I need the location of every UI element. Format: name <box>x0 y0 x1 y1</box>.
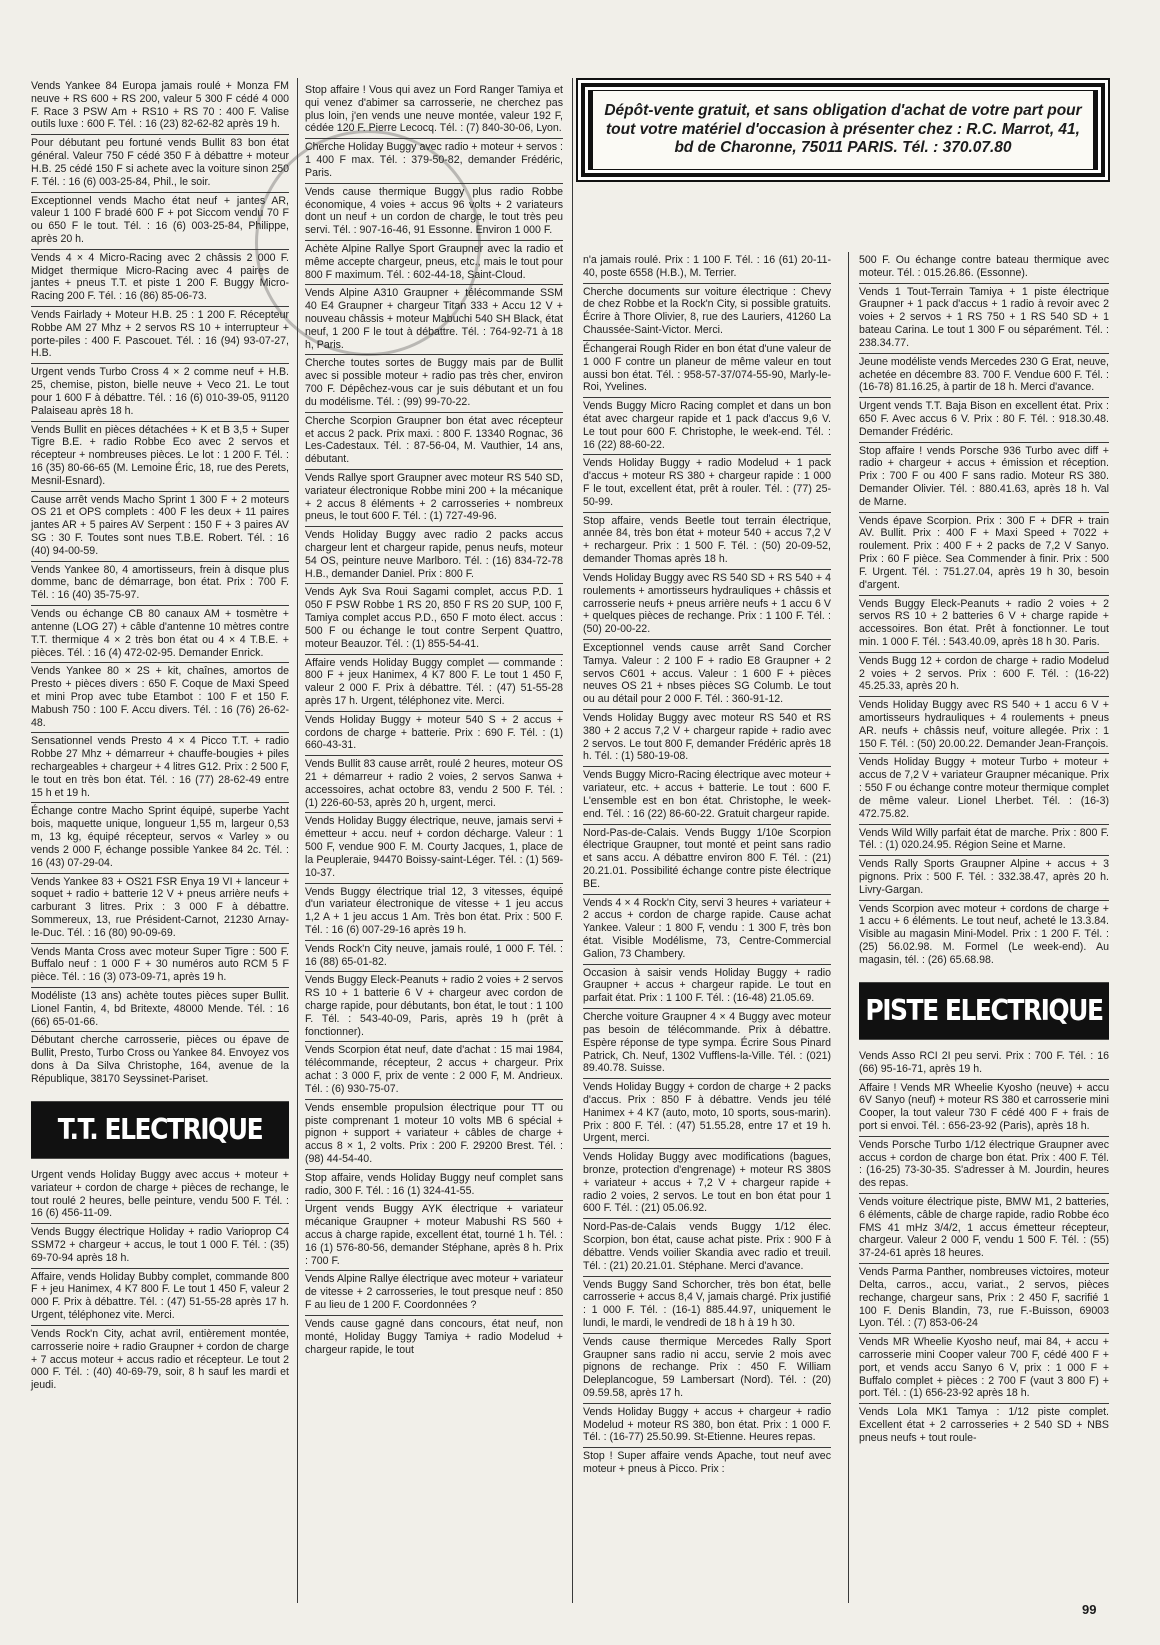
classified-ad: Vends Yankee 80, 4 amortisseurs, frein à disque plus domme, banc de démarrage, bon état. Prix : 700 F. Tél. : 16 (40) 35-75-97. <box>31 562 289 606</box>
classified-ad: Vends Holiday Buggy avec moteur RS 540 et RS 380 + 2 accus 7,2 V + chargeur rapide + radio avec 2 servos. Le tout 800 F, demander Frédéric après 18 h. Tél. : (1) 580-19-08. <box>583 710 831 767</box>
classified-ad: Vends cause thermique Buggy plus radio Robbe économique, 4 voies + accus 96 volts + 2 variateurs dont un neuf + un cordon de charge, le tout très peu servi. Tél. : 907-16-46, 91 Essonne. Environ 1 000 F. <box>305 184 563 241</box>
column-1 <box>31 78 289 1395</box>
classified-ad: Affaire, vends Holiday Bubby complet, commande 800 F + jeu Hanimex, 4 K7 800 F. Le tout 1 450 F, valeur 2 000 F. Prix à débattre. Tél. : (47) 51-55-28 après 17 h. Urgent, téléphonez vite. Merci. <box>31 1269 289 1326</box>
classified-ad: Débutant cherche carrosserie, pièces ou épave de Bullit, Presto, Turbo Cross ou Yankee 84. Envoyez vos dons à Da Silva Christophe, 164, avenue de la République, 38170 Seyssinet-Pariset. <box>31 1034 289 1085</box>
classified-ad: Vends Alpine A310 Graupner + télécommande SSM 40 E4 Graupner + chargeur Titan 333 + Accu 12 V + nouveau châssis + moteur Mabuchi 540 SH Black, état neuf, 1 200 F le tout à débattre. Tél. : 764-92-71 à 18 h, Paris. <box>305 285 563 355</box>
classified-ad: Stop ! Super affaire vends Apache, tout neuf avec moteur + pneus à Picco. Prix : <box>583 1450 831 1476</box>
classified-ad: Échangerai Rough Rider en bon état d'une valeur de 1 000 F contre un planeur de même valeur en tout aussi bon état. Tél. : 958-57-37/074-55-90, Marly-le-Roi, Yvelines. <box>583 341 831 398</box>
classified-ad: Vends 4 × 4 Rock'n City, servi 3 heures + variateur + 2 accus + cordon de charge rapide. Cause achat Yankee. Valeur : 1 800 F, vendu : 1 300 F, très bon état. Visible Modélisme, 73, Centre-Commercial Galion, 73 Chambery. <box>583 895 831 965</box>
classified-ad: Vends Ayk Sva Roui Sagami complet, accus P.D. 1 050 F PSW Robbe 1 RS 20, 850 F RS 20 SUP, 100 F, Tamiya complet accus P.D., 650 F moto élect. accus : 500 F ou échange le tout contre Serpent Quattro, moteur Beauzor. Tél. : (1) 855-54-41. <box>305 584 563 654</box>
classified-ad: Vends 1 Tout-Terrain Tamiya + 1 piste électrique Graupner + 1 pack d'accus + 1 radio à revoir avec 2 voies + 2 servos + 1 RS 750 + 1 RS 540 SD + 1 bateau Carina. Le tout 1 300 F ou séparément. Tél. : 238.34.77. <box>859 284 1109 354</box>
classified-ad: Échange contre Macho Sprint équipé, superbe Yacht bois, maquette unique, longueur 1,55 m, largeur 0,53 m, 13 kg, équipé récepteur, servos « Varley » ou vends 2 000 F, échange possible Yankee 84 2c. Tél. : 16 (43) 07-29-04. <box>31 803 289 873</box>
classified-ad: Urgent vends Buggy AYK électrique + variateur mécanique Graupner + moteur Mabushi RS 560 + accus à charge rapide, excellent état, tourné 1 h. Tél. : 16 (1) 576-80-56, demander Stéphane, après 8 h. Prix : 700 F. <box>305 1201 563 1271</box>
classified-ad: n'a jamais roulé. Prix : 1 100 F. Tél. : 16 (61) 20-11-40, poste 6558 (H.B.), M. Terrier. <box>583 252 831 284</box>
classified-ad: Vends Buggy Micro Racing complet et dans un bon état avec chargeur rapide et 1 pack d'accus 9,6 V. Le tout pour 600 F. Christophe, le week-end. Tél. : 16 (22) 88-60-22. <box>583 398 831 455</box>
classified-ad: Vends Alpine Rallye électrique avec moteur + variateur de vitesse + 2 carrosseries, le tout presque neuf : 850 F au lieu de 1 200 F. Coordonnées ? <box>305 1271 563 1315</box>
classified-ad: Vends Bullit 83 cause arrêt, roulé 2 heures, moteur OS 21 + démarreur + radio 2 voies, 2 servos Sanwa + accessoires, achat octobre 83, vendu 2 500 F. Tél. : (1) 226-60-53, après 20 h, urgent, merci. <box>305 756 563 813</box>
classified-ad: Urgent vends Holiday Buggy avec accus + moteur + variateur + cordon de charge + pièces de rechange, le tout roulé 2 heures, belle peinture, vendu 500 F. Tél. : 16 (6) 456-11-09. <box>31 1167 289 1224</box>
classified-ad: Urgent vends T.T. Baja Bison en excellent état. Prix : 650 F. Avec accus 6 V. Prix : 80 F. Tél. : 918.30.48. Demander Frédéric. <box>859 398 1109 442</box>
classified-ad: Vends Holiday Buggy + cordon de charge + 2 packs d'accus. Prix : 850 F à débattre. Vends jeu télé Hanimex + 4 K7 (auto, moto, 10 sports, sous-marin). Prix : 800 F. Tél. : (47) 51.55.28, entre 17 et 19 h. Urgent, merci. <box>583 1079 831 1149</box>
section-title-piste-electrique: PISTE ELECTRIQUE <box>859 982 1109 1040</box>
classified-ad: Vends Scorpion avec moteur + cordons de charge + 1 accu + 6 éléments. Le tout neuf, acheté le 13.3.84. Visible au magasin Mini-Model. Prix : 1 200 F. Tél. : (25) 56.02.98. M. Formel (Le week-end). Au magasin, tél. : (26) 65.68.98. <box>859 902 1109 966</box>
classified-ad: Vends Holiday Buggy + radio Modelud + 1 pack d'accus + moteur RS 380 + chargeur rapide : 1 000 F le tout, excellent état, prêt à rouler. Tél. : (77) 25-50-99. <box>583 455 831 512</box>
classified-ad: Vends Buggy électrique trial 12, 3 vitesses, équipé d'un variateur électronique de vitesse + 1 jeu accus 1,2 A + 1 jeu accus 1 Am. Très bon état. Prix : 500 F. Tél. : 16 (6) 007-29-16 après 19 h. <box>305 884 563 941</box>
classified-list <box>305 82 563 1359</box>
classified-ad: Vends Buggy électrique Holiday + radio Varioprop C4 SSM72 + chargeur + accus, le tout 1 000 F. Tél. : (35) 69-70-94 après 18 h. <box>31 1224 289 1268</box>
column-4 <box>859 252 1109 1448</box>
classified-ad: Nord-Pas-de-Calais. Vends Buggy 1/10e Scorpion électrique Graupner, tout monté et peint sans radio et sans accu. A débattre environ 800 F. Tél. : (21) 20.21.01. Possibilité échange contre piste électrique BE. <box>583 825 831 895</box>
classified-ad: Vends Buggy Eleck-Peanuts + radio 2 voies + 2 servos RS 10 + 2 batteries 6 V + charge rapide + accessoires. Bon état. Prêt à fonctionner. Le tout min. 1 000 F. Tél. : 543.40.09, après 18 h 30. Paris. <box>859 596 1109 653</box>
classified-ad: Vends Holiday Buggy avec RS 540 SD + RS 540 + 4 roulements + amortisseurs hydrauliques + châssis et carrosserie neufs + pneus arrière neufs + 1 accu 6 V + quelques pièces de rechange. Prix : 1 100 F. Tél. : (50) 20-00-22. <box>583 570 831 640</box>
classified-ad: Exceptionnel vends cause arrêt Sand Corcher Tamya. Valeur : 2 100 F + radio E8 Graupner + 2 servos C601 + accus. Valeur : 1 600 F + pièces neuves OS 21 + nbses pièces SG Columb. Le tout ou au détail pour 2 000 F. Tél. : 360-91-12. <box>583 640 831 710</box>
classified-ad: Nord-Pas-de-Calais vends Buggy 1/12 élec. Scorpion, bon état, cause achat piste. Prix : 900 F à débattre. Vends voilier Skandia avec radio et treuil. Tél. : (21) 20.21.01. Stéphane. Merci d'avance. <box>583 1219 831 1276</box>
classified-ad: Urgent vends Turbo Cross 4 × 2 comme neuf + H.B. 25, chemise, piston, bielle neuve + Veco 21. Le tout pour 1 600 F à débattre. Tél. : 16 (6) 010-39-05, 91120 Palaiseau après 18 h. <box>31 364 289 421</box>
classified-ad: Vends 4 × 4 Micro-Racing avec 2 châssis 2 000 F. Midget thermique Micro-Racing avec 4 paires de jantes + pneus T.T. et piste 1 200 F. Buggy Micro-Racing 200 F. Tél. : 16 (86) 85-06-73. <box>31 250 289 307</box>
classified-ad: Vends cause thermique Mercedes Rally Sport Graupner sans radio ni accu, servie 2 mois avec pignons de rechange. Prix : 450 F. William Deleplancogue, 59 Lambersart (Nord). Tél. : (20) 09.59.58, après 17 h. <box>583 1334 831 1404</box>
classified-ad: Cause arrêt vends Macho Sprint 1 300 F + 2 moteurs OS 21 et OPS complets : 400 F les deux + 11 paires jantes AR + 5 paires AV Serpent : 150 F + 3 paires AV SG : 30 F. Toutes sont nues T.B.E. Robert. Tél. : 16 (40) 94-00-59. <box>31 492 289 562</box>
page-number: 99 <box>1082 1602 1097 1617</box>
classified-list <box>583 252 831 1479</box>
classified-ad: Vends Buggy Eleck-Peanuts + radio 2 voies + 2 servos RS 10 + 1 batterie 6 V + chargeur avec cordon de charge rapide, pour débutants, bon état, le tout : 1 100 F. Tél. : 543-40-09, Paris, après 19 h (prêt à fonctionner). <box>305 972 563 1042</box>
classified-ad: Vends Wild Willy parfait état de marche. Prix : 800 F. Tél. : (1) 020.24.95. Région Seine et Marne. <box>859 825 1109 857</box>
depot-vente-box <box>578 80 1108 180</box>
classified-ad: Vends ou échange CB 80 canaux AM + tosmètre + antenne (LOG 27) + câble d'antenne 10 mètres contre T.T. thermique 4 × 2 très bon état ou 4 × 4 T.B.E. + pièces. Tél. : 16 (4) 472-02-95. Demander Enrick. <box>31 606 289 663</box>
column-2 <box>305 82 563 1359</box>
classified-ad: Pour débutant peu fortuné vends Bullit 83 bon état général. Valeur 750 F cédé 350 F à débattre + moteur H.B. 25 cédé 150 F si achete avec la voiture sinon 250 F. Tél. : 16 (6) 003-25-84, Phil., le soir. <box>31 135 289 192</box>
classified-ad: Vends Holiday Buggy avec modifications (bagues, bronze, protection d'engrenage) + moteur RS 380S + variateur + accus + 7,2 V + chargeur rapide + radio 2 voies, 2 servos. Le tout en bon état pour 1 600 F. Tél. : (21) 05.06.92. <box>583 1149 831 1219</box>
classified-ad: Vends Holiday Buggy + accus + chargeur + radio Modelud + moteur RS 380, bon état. Prix : 1 000 F. Tél. : (16-77) 25.50.99. St-Etienne. Heures repas. <box>583 1404 831 1448</box>
classified-ad: Cherche voiture Graupner 4 × 4 Buggy avec moteur pas besoin de télécommande. Prix à débattre. Espère réponse de type sympa. Écrire Sous Pinard Patrick, Ch. Neuf, 1302 Vufflens-la-Ville. Tél. : (021) 89.40.78. Suisse. <box>583 1009 831 1079</box>
classified-ad: Vends Holiday Buggy avec RS 540 + 1 accu 6 V + amortisseurs hydrauliques + 4 roulements + pneus AR. neufs + châssis neuf, voiture allegée. Prix : 1 150 F. Tél. : (50) 20.00.22. Demander Jean-François. <box>859 697 1109 754</box>
classified-ad: Vends Bullit en pièces détachées + K et B 3,5 + Super Tigre B.E. + radio Robbe Eco avec 2 servos et récepteur + nombreuses pièces. Le lot : 1 200 F. Tél. : 16 (35) 80-66-65 (M. Lemoine Éric, 18, rue des Perets, Mesnil-Esnard). <box>31 422 289 492</box>
classified-ad: Stop affaire, vends Holiday Buggy neuf complet sans radio, 300 F. Tél. : 16 (1) 324-41-55. <box>305 1170 563 1202</box>
classified-ad: 500 F. Ou échange contre bateau thermique avec moteur. Tél. : 015.26.86. (Essonne). <box>859 252 1109 284</box>
classified-ad: Vends Scorpion état neuf, date d'achat : 15 mai 1984, télécommande, récepteur, 2 accus + chargeur. Prix achat : 3 000 F, prix de vente : 2 000 F, M. Andrieux. Tél. : (6) 930-75-07. <box>305 1042 563 1099</box>
classified-ad: Cherche toutes sortes de Buggy mais par de Bullit avec si possible moteur + radio pas très cher, environ 700 F. Dépêchez-vous car je suis débutant et un fou du modélisme. Tél. : (99) 99-70-22. <box>305 355 563 412</box>
classified-ad: Vends épave Scorpion. Prix : 300 F + DFR + train AV. Bullit. Prix : 400 F + Maxi Speed + 7022 + roulement. Prix : 400 F + 2 packs de 7,2 V Sanyo. Prix : 60 F pièce. Sea Commender à finir. Prix : 500 F. Urgent. Tél. : 751.27.04, après 19 h 30, besoin d'argent. <box>859 513 1109 596</box>
classified-ad: Vends MR Wheelie Kyosho neuf, mai 84, + accu + carrosserie mini Cooper valeur 700 F, cédé 400 F + port, et vends accu Sanyo 6 V, prix : 1 000 F + Buffalo complet + pièces : 2 700 F (vaut 3 800 F) + port. Tél. : (1) 656-23-92 après 18 h. <box>859 1334 1109 1404</box>
classified-list <box>31 78 289 1089</box>
classified-ad: Modéliste (13 ans) achète toutes pièces super Bullit. Lionel Fantin, 4, bd Britexte, 48000 Mende. Tél. : 16 (66) 65-01-66. <box>31 988 289 1032</box>
classified-ad: Vends Rallye sport Graupner avec moteur RS 540 SD, variateur électronique Robbe mini 200 + la mécanique + 2 accus 8 éléments + 2 carrosseries + nombreux pneus, le tout 600 F. Tél. : (1) 727-49-96. <box>305 470 563 527</box>
column-divider <box>848 252 849 1603</box>
depot-vente-text: Dépôt-vente gratuit, et sans obligation d'achat de votre part pour tout votre matériel d'occasion à présenter chez : R.C. Marrot, 41, bd de Charonne, 75011 PARIS. Tél. : 370.07.80 <box>593 91 1093 169</box>
classified-ad: Vends Holiday Buggy électrique, neuve, jamais servi + émetteur + accu. neuf + cordon décharge. Valeur : 1 500 F, vendue 900 F. M. Courty Jacques, 1, place de la Peupleraie, 94470 Boissy-saint-Léger. Tél. : (1) 569-10-37. <box>305 813 563 883</box>
classified-ad: Cherche Holiday Buggy avec radio + moteur + servos : 1 400 F max. Tél. : 379-50-82, demander Frédéric, Paris. <box>305 139 563 183</box>
classified-ad: Vends Asso RCI 2I peu servi. Prix : 700 F. Tél. : 16 (66) 95-16-71, après 19 h. <box>859 1048 1109 1080</box>
classified-ad: Vends Holiday Buggy avec radio 2 packs accus chargeur lent et chargeur rapide, penus neufs, moteur 54 OS, peinture neuve Marlboro. Tél. : (16) 834-72-78 H.B., demander Daniel. Prix : 800 F. <box>305 527 563 584</box>
classified-ad: Vends Parma Panther, nombreuses victoires, moteur Delta, carros., accu, variat., 2 servos, pièces rechange, chargeur sans, Prix : 2 450 F, sacrifié 1 100 F. Denis Blandin, 73, rue F.-Buisson, 69003 Lyon. Tél. : (7) 853-06-24 <box>859 1264 1109 1334</box>
classified-ad: Vends Buggy Sand Schorcher, très bon état, belle carrosserie + accus 8,4 V, jamais chargé. Prix justifié : 1 000 F. Tél. : (16-1) 885.44.97, uniquement le lundi, le mardi, le vendredi de 18 h à 19 h 30. <box>583 1277 831 1334</box>
classified-ad: Vends Buggy Micro-Racing électrique avec moteur + variateur, etc. + accus + batterie. Le tout : 600 F. L'ensemble est en bon état. Christophe, le week-end. Tél. : 16 (22) 86-60-22. Gratuit chargeur rapide. <box>583 767 831 824</box>
classified-ad: Vends Rock'n City, achat avril, entièrement montée, carrosserie noire + radio Graupner + cordon de charge + 7 accus moteur + accus radio et récepteur. Le tout 2 000 F. Tél. : (40) 40-69-79, soir, 8 h sauf les mardi et jeudi. <box>31 1327 289 1392</box>
classified-ad: Vends Yankee 80 × 2S + kit, chaînes, amortos de Presto + pièces divers : 650 F. Coque de Maxi Speed et mini Prop avec tube Etambot : 100 F et 150 F. Mabush 750 : 100 F. Accu divers. Tél. : 16 (76) 26-62-48. <box>31 663 289 733</box>
classified-ad: Vends Holiday Buggy + moteur 540 S + 2 accus + cordons de charge + batterie. Prix : 690 F. Tél. : (1) 660-43-31. <box>305 712 563 756</box>
classified-list <box>859 252 1109 970</box>
section-title-tt-electrique: T.T. ELECTRIQUE <box>31 1101 289 1159</box>
classified-list <box>859 1048 1109 1448</box>
classified-ad: Exceptionnel vends Macho état neuf + jantes AR, valeur 1 100 F bradé 600 F + pot Siccom vendu 70 F ou 650 F le tout. Tél. : 16 (6) 003-25-84, Philippe, après 20 h. <box>31 193 289 250</box>
classified-ad: Vends Fairlady + Moteur H.B. 25 : 1 200 F. Récepteur Robbe AM 27 Mhz + 2 servos RS 10 + interrupteur + porte-piles : 400 F. Pascouet. Tél. : 16 (94) 93-07-27, H.B. <box>31 307 289 364</box>
classified-ad: Occasion à saisir vends Holiday Buggy + radio Graupner + accus + chargeur rapide. Le tout en parfait état. Prix : 1 100 F. Tél. : (16-48) 21.05.69. <box>583 965 831 1009</box>
classified-ad: Vends cause gagné dans concours, état neuf, non monté, Holiday Buggy Tamiya + radio Modelud + chargeur rapide, le tout <box>305 1317 563 1356</box>
classified-ad: Vends voiture électrique piste, BMW M1, 2 batteries, 6 éléments, câble de charge rapide, radio Robbe éco FMS 41 mHz 3/4/2, 1 accus émetteur récepteur, chargeur. Valeur 2 000 F, vendu 1 500 F. Tél. : (55) 37-24-61 après 18 heures. <box>859 1194 1109 1264</box>
classified-ad: Vends Holiday Buggy + moteur Turbo + moteur + accus de 7,2 V + variateur Graupner mécanique. Prix : 550 F ou échange contre moteur thermique complet de même valeur. Lionel Lherbet. Tél. : (16-3) 472.75.82. <box>859 754 1109 824</box>
classified-ad: Achète Alpine Rallye Sport Graupner avec la radio et même accepte chargeur, pneus, etc., mais le tout pour 800 F maximum. Tél. : 602-44-18, Saint-Cloud. <box>305 241 563 285</box>
column-divider <box>572 78 573 1603</box>
classified-ad: Cherche Scorpion Graupner bon état avec récepteur et accus 2 pack. Prix maxi. : 800 F. 13340 Rognac, 36 Les-Cadestaux. Tél. : 87-56-04, M. Vauthier, 14 ans, débutant. <box>305 413 563 470</box>
classified-ad: Jeune modéliste vends Mercedes 230 G Erat, neuve, achetée en décembre 83. 700 F. Vendue 600 F. Tél. : (16-78) 81.16.25, à partir de 18 h. Merci d'avance. <box>859 354 1109 398</box>
column-3 <box>583 252 831 1479</box>
classified-ad: Vends Yankee 84 Europa jamais roulé + Monza FM neuve + RS 600 + RS 200, valeur 5 300 F cédé 4 000 F. Race 3 PSW Am + RS10 + RS 70 : 400 F. Valise outils luxe : 600 F. Tél. : 16 (23) 82-62-82 après 19 h. <box>31 78 289 135</box>
classified-ad: Vends Rock'n City neuve, jamais roulé, 1 000 F. Tél. : 16 (88) 65-01-82. <box>305 941 563 973</box>
classified-ad: Vends Rally Sports Graupner Alpine + accus + 3 pignons. Prix : 500 F. Tél. : 332.38.47, après 20 h. Livry-Gargan. <box>859 856 1109 900</box>
classified-list <box>31 1167 289 1395</box>
classified-ad: Affaire vends Holiday Buggy complet — commande : 800 F + jeux Hanimex, 4 K7 800 F. Le tout 1 450 F, valeur 2 000 F. Prix à débattre. Tél. : (47) 51-55-28 après 17 h. Urgent, téléphonez vite. Merci. <box>305 655 563 712</box>
classified-ad: Vends Porsche Turbo 1/12 électrique Graupner avec accus + cordon de charge bon état. Prix : 400 F. Tél. : (16-25) 73-30-35. S'adresser à M. Jourdin, heures des repas. <box>859 1137 1109 1194</box>
classified-ad: Vends ensemble propulsion électrique pour TT ou piste comprenant 1 moteur 10 volts MB 6 spécial + pignon + support + variateur + câbles de charge + accus 8 × 1, 2 volts. Prix : 200 F. 29200 Brest. Tél. : (98) 44-54-40. <box>305 1100 563 1170</box>
classified-ad: Stop affaire, vends Beetle tout terrain électrique, année 84, très bon état + moteur 540 + accus 7,2 V + rechargeur. Prix : 1 500 F. Tél. : (50) 20-09-52, demander Thomas après 18 h. <box>583 513 831 570</box>
classified-ad: Cherche documents sur voiture électrique : Chevy de chez Robbe et la Rock'n City, si possible gratuits. Écrire à Thore Olivier, 8, rue des Lauriers, 41260 La Chaussée-Saint-Victor. Merci. <box>583 284 831 341</box>
column-divider <box>297 78 298 1603</box>
classified-ad: Vends Lola MK1 Tamya : 1/12 piste complet. Excellent état + 2 carrosseries + 2 540 SD + NBS pneus neufs + tout roule- <box>859 1406 1109 1444</box>
classified-ad: Sensationnel vends Presto 4 × 4 Picco T.T. + radio Robbe 27 Mhz + démarreur + chauffe-bougies + piles rechargeables + chargeur + 4 litres G12. Prix : 2 500 F, le tout en très bon état. Tél. : 16 (77) 28-62-49 entre 15 h et 19 h. <box>31 733 289 803</box>
classified-ad: Vends Bugg 12 + cordon de charge + radio Modelud 2 voies + 2 servos. Prix : 600 F. Tél. : (16-22) 45.25.33, après 20 h. <box>859 653 1109 697</box>
classified-ad: Stop affaire ! Vous qui avez un Ford Ranger Tamiya et qui venez d'abimer sa carrosserie, ne cherchez pas plus loin, j'en vends une neuve montée, valeur 192 F, cédée 120 F. Pierre Lecocq. Tél. : (7) 840-30-06, Lyon. <box>305 82 563 139</box>
classified-ad: Affaire ! Vends MR Wheelie Kyosho (neuve) + accu 6V Sanyo (neuf) + moteur RS 380 et carrosserie mini Cooper, la tout valeur 730 F cédé 400 F + frais de port si envoi. Tél. : 656-23-92 (Paris), après 18 h. <box>859 1080 1109 1137</box>
classified-ad: Stop affaire ! vends Porsche 936 Turbo avec diff + radio + chargeur + accus + émission et réception. Prix : 700 F ou 400 F sans radio. Moteur RS 380. Demander Olivier. Tél. : 880.41.63, après 18 h. Val de Marne. <box>859 443 1109 513</box>
classified-ad: Vends Manta Cross avec moteur Super Tigre : 500 F. Buffalo neuf : 1 000 F + 30 numéros auto RCM 5 F pièce. Tél. : 16 (3) 073-09-71, après 19 h. <box>31 944 289 988</box>
classified-ad: Vends Yankee 83 + OS21 FSR Enya 19 VI + lanceur + soquet + radio + batterie 12 V + pneus arrière neufs + carburant 3 litres. Prix : 3 000 F à débattre. Sommereux, 13, rue Président-Carnot, 21230 Arnay-le-Duc. Tél. : 16 (80) 90-09-69. <box>31 874 289 944</box>
